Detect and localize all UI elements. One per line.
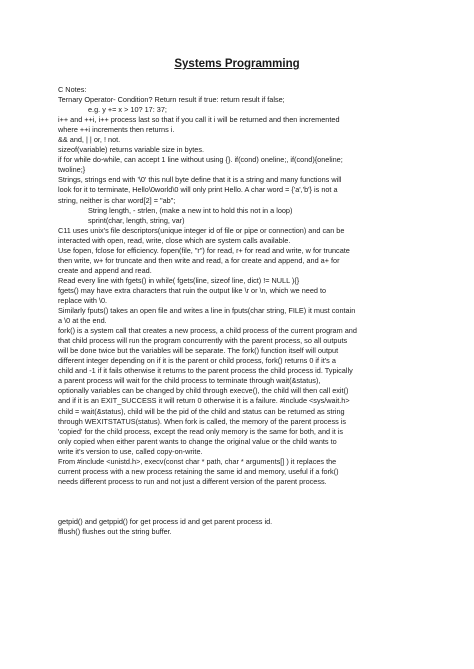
text-line: that child process will run the program concurrently with the parent process, so all outputs (58, 336, 348, 346)
text-line: fork() is a system call that creates a new process, a child process of the current program and (58, 326, 357, 336)
text-line: String length, - strlen, (make a new int to hold this not in a loop) (88, 205, 293, 215)
text-line: needs different process to run and not just a different version of the parent process. (58, 476, 327, 486)
text-line: interacted with open, read, write, close which are system calls available. (58, 235, 291, 245)
paragraph-gap (58, 487, 430, 517)
text-line: Ternary Operator- Condition? Return result if true: return result if false; (58, 95, 285, 105)
text-line: e.g. y += x > 10? 17: 37; (88, 105, 167, 115)
text-line: where ++i increments then returns i. (58, 125, 175, 135)
text-line: then write, w+ for truncate and then write and read, a for create and append, and a+ for (58, 255, 340, 265)
text-line: look for it to terminate, Hello\0world\0 will only print Hello. A char word = {'a','b'} is not a (58, 185, 338, 195)
text-line: create and append and read. (58, 265, 152, 275)
text-line: sizeof(variable) returns variable size in bytes. (58, 145, 204, 155)
page-title: Systems Programming (174, 58, 300, 70)
text-line: Similarly fputs() takes an open file and writes a line in fputs(char string, FILE) it must contain (58, 306, 356, 316)
text-line: child = wait(&status), child will be the pid of the child and status can be returned as string (58, 406, 345, 416)
text-line: only copied when either parent wants to change the original value or the child wants to (58, 436, 337, 446)
text-line: current process with a new process retaining the same id and memory, useful if a fork() (58, 466, 339, 476)
text-line: and if it is an EXIT_SUCCESS it will return 0 otherwise it is a failure. #include <sys/wait.h> (58, 396, 350, 406)
text-line: fflush() flushes out the string buffer. (58, 526, 172, 536)
text-line: child and -1 if it fails otherwise it returns to the parent process the child process id. Typically (58, 366, 353, 376)
text-line: C11 uses unix's file descriptors(unique integer id of file or pipe or connection) and can be (58, 225, 345, 235)
text-line: if for while do-while, can accept 1 line without using {}. if(cond) oneline;, if(cond){oneline; (58, 155, 343, 165)
text-line: a \0 at the end. (58, 316, 107, 326)
text-line: i++ and ++i, i++ process last so that if you call it i will be returned and then incremented (58, 115, 340, 125)
text-line: C Notes: (58, 85, 87, 94)
text-line: && and, | | or, ! not. (58, 135, 121, 145)
text-line: optionally variables can be changed by child through execve(), the child will then call exit() (58, 386, 349, 396)
text-line: write it's version to use, called copy-on-write. (58, 446, 203, 456)
text-line: Read every line with fgets() in while( fgets(line, sizeof line, dict) != NULL ){} (58, 275, 300, 285)
text-line: sprint(char, length, string, var) (88, 215, 185, 225)
text-line: getpid() and getppid() for get process id and get parent process id. (58, 516, 273, 526)
text-line: string, neither is char word[2] = "ab"; (58, 195, 176, 205)
text-line: Strings, strings end with '\0' this null byte define that it is a string and many functions will (58, 175, 342, 185)
text-line: will be done twice but the variables will be separate. The fork() function itself will output (58, 346, 339, 356)
text-line: twoline;} (58, 165, 86, 175)
text-line: different integer depending on if it is the parent or child process, fork() returns 0 if it's a (58, 356, 336, 366)
text-line: 'copied' for the child process, except the read only memory is the same for both, and it is (58, 426, 344, 436)
text-line: a parent process will wait for the child process to terminate through wait(&status), (58, 376, 321, 386)
text-line: From #include <unistd.h>, execv(const char * path, char * arguments[] ) it replaces the (58, 456, 337, 466)
text-line: replace with \0. (58, 295, 108, 305)
notes-body (58, 85, 430, 537)
text-line: Use fopen, fclose for efficiency. fopen(file, "r") for read, r+ for read and write, w for truncate (58, 245, 350, 255)
text-line: through WEXITSTATUS(status). When fork is called, the memory of the parent process is (58, 416, 347, 426)
text-line: fgets() may have extra characters that ruin the output like \r or \n, which we need to (58, 285, 327, 295)
